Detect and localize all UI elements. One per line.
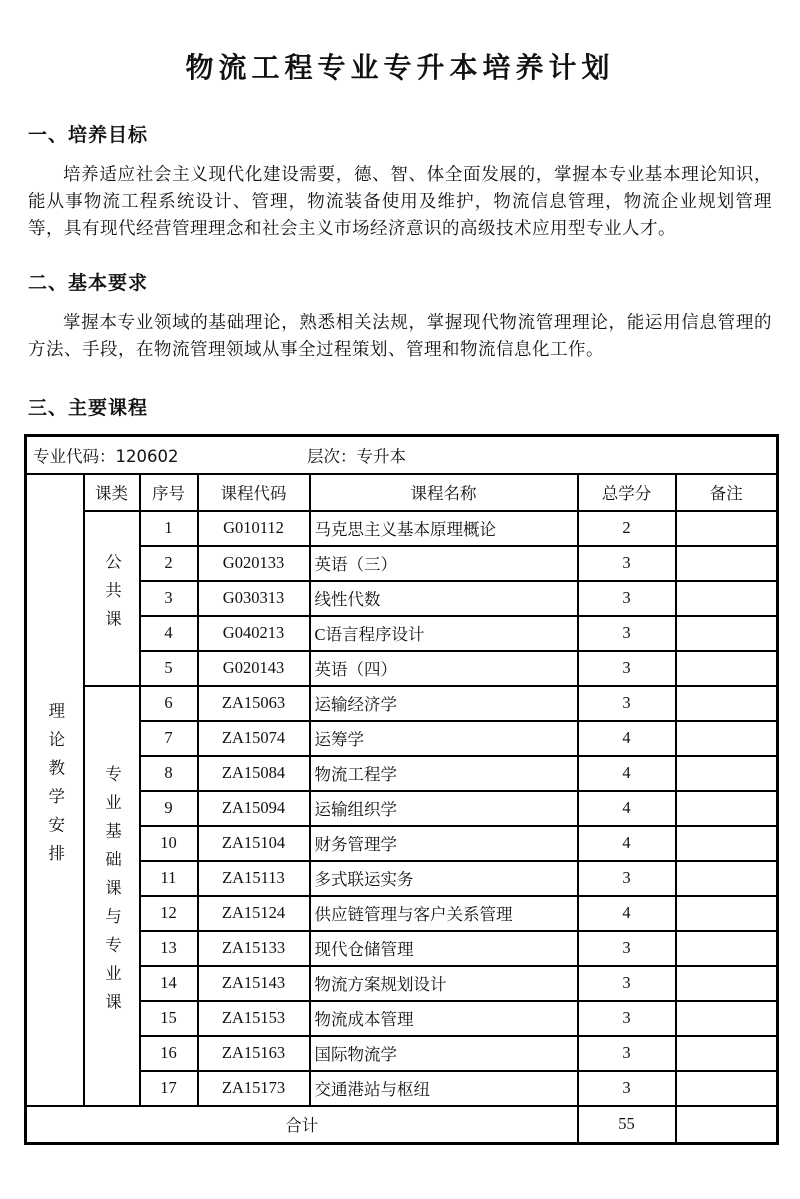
course-no: 4	[140, 616, 198, 651]
course-code: G020143	[198, 651, 310, 686]
course-name: 线性代数	[310, 581, 578, 616]
table-row	[26, 686, 778, 721]
course-name: 现代仓储管理	[310, 931, 578, 966]
course-code: ZA15124	[198, 896, 310, 931]
course-credits: 4	[578, 791, 676, 826]
course-name: 运输经济学	[310, 686, 578, 721]
course-credits: 3	[578, 686, 676, 721]
page-title: 物流工程专业专升本培养计划	[185, 51, 615, 84]
course-table	[24, 434, 779, 1145]
course-no: 11	[140, 861, 198, 896]
course-remark	[676, 511, 778, 546]
course-remark	[676, 1071, 778, 1106]
course-no: 14	[140, 966, 198, 1001]
course-no: 13	[140, 931, 198, 966]
course-code: ZA15153	[198, 1001, 310, 1036]
course-code: ZA15084	[198, 756, 310, 791]
course-no: 16	[140, 1036, 198, 1071]
course-remark	[676, 651, 778, 686]
table-header-row	[26, 474, 778, 511]
level-label: 层次：专升本	[307, 446, 406, 466]
course-remark	[676, 721, 778, 756]
course-credits: 3	[578, 931, 676, 966]
course-no: 17	[140, 1071, 198, 1106]
table-meta-cell	[26, 436, 778, 474]
course-name: 英语（四）	[310, 651, 578, 686]
table-meta-row	[26, 436, 778, 474]
side-label: 理论教学安排	[45, 701, 65, 873]
course-credits: 3	[578, 616, 676, 651]
course-credits: 3	[578, 1071, 676, 1106]
course-name: 物流成本管理	[310, 1001, 578, 1036]
course-credits: 3	[578, 546, 676, 581]
course-code: ZA15063	[198, 686, 310, 721]
course-remark	[676, 1001, 778, 1036]
course-code: ZA15104	[198, 826, 310, 861]
col-header-category: 课类	[84, 474, 140, 511]
section-body-requirements: 掌握本专业领域的基础理论，熟悉相关法规，掌握现代物流管理理论，能运用信息管理的方法、手段，在物流管理领域从事全过程策划、管理和物流信息化工作。	[28, 312, 772, 359]
course-code: ZA15163	[198, 1036, 310, 1071]
col-header-remark: 备注	[676, 474, 778, 511]
total-credits: 55	[578, 1106, 676, 1144]
course-no: 5	[140, 651, 198, 686]
course-name: 财务管理学	[310, 826, 578, 861]
course-remark	[676, 791, 778, 826]
course-no: 6	[140, 686, 198, 721]
total-label: 合计	[26, 1106, 578, 1144]
course-code: G020133	[198, 546, 310, 581]
col-header-name: 课程名称	[310, 474, 578, 511]
course-code: G030313	[198, 581, 310, 616]
course-credits: 3	[578, 651, 676, 686]
course-name: 运筹学	[310, 721, 578, 756]
table-total-row	[26, 1106, 778, 1144]
course-name: 物流工程学	[310, 756, 578, 791]
course-name: 多式联运实务	[310, 861, 578, 896]
course-code: G010112	[198, 511, 310, 546]
course-credits: 4	[578, 826, 676, 861]
course-no: 15	[140, 1001, 198, 1036]
course-remark	[676, 546, 778, 581]
course-no: 7	[140, 721, 198, 756]
course-remark	[676, 896, 778, 931]
course-name: 英语（三）	[310, 546, 578, 581]
course-code: ZA15143	[198, 966, 310, 1001]
col-header-no: 序号	[140, 474, 198, 511]
course-no: 12	[140, 896, 198, 931]
course-code: ZA15094	[198, 791, 310, 826]
course-credits: 3	[578, 1036, 676, 1071]
course-remark	[676, 1036, 778, 1071]
course-credits: 4	[578, 896, 676, 931]
course-code: G040213	[198, 616, 310, 651]
course-credits: 4	[578, 756, 676, 791]
course-name: 物流方案规划设计	[310, 966, 578, 1001]
section-body-objectives: 培养适应社会主义现代化建设需要，德、智、体全面发展的，掌握本专业基本理论知识，能从事物流工程系统设计、管理，物流装备使用及维护，物流信息管理，物流企业规划管理等，具有现代经营管理理念和社会主义市场经济意识的高级技术应用型专业人才。	[28, 164, 772, 238]
course-credits: 3	[578, 966, 676, 1001]
course-name: 国际物流学	[310, 1036, 578, 1071]
course-no: 1	[140, 511, 198, 546]
course-no: 2	[140, 546, 198, 581]
course-no: 8	[140, 756, 198, 791]
spacer	[24, 383, 776, 393]
course-name: 马克思主义基本原理概论	[310, 511, 578, 546]
group-label-cell-public	[84, 511, 140, 686]
table-row	[26, 511, 778, 546]
group-label-public: 公共课	[102, 552, 122, 639]
course-remark	[676, 581, 778, 616]
course-code: ZA15113	[198, 861, 310, 896]
course-remark	[676, 861, 778, 896]
course-credits: 4	[578, 721, 676, 756]
course-remark	[676, 616, 778, 651]
course-remark	[676, 686, 778, 721]
course-name: 运输组织学	[310, 791, 578, 826]
course-no: 9	[140, 791, 198, 826]
course-credits: 3	[578, 1001, 676, 1036]
course-remark	[676, 966, 778, 1001]
course-name: C语言程序设计	[310, 616, 578, 651]
section-heading-objectives: 一、培养目标	[28, 125, 149, 146]
course-remark	[676, 931, 778, 966]
course-remark	[676, 756, 778, 791]
col-header-credits: 总学分	[578, 474, 676, 511]
course-name: 交通港站与枢纽	[310, 1071, 578, 1106]
course-credits: 3	[578, 861, 676, 896]
course-code: ZA15074	[198, 721, 310, 756]
major-code: 专业代码：120602	[33, 446, 179, 466]
course-no: 3	[140, 581, 198, 616]
course-name: 供应链管理与客户关系管理	[310, 896, 578, 931]
course-no: 10	[140, 826, 198, 861]
course-credits: 2	[578, 511, 676, 546]
course-code: ZA15133	[198, 931, 310, 966]
section-heading-courses: 三、主要课程	[28, 398, 149, 419]
side-label-cell	[26, 474, 84, 1106]
section-heading-requirements: 二、基本要求	[28, 273, 149, 294]
course-remark	[676, 826, 778, 861]
group-label-cell-major	[84, 686, 140, 1106]
course-code: ZA15173	[198, 1071, 310, 1106]
group-label-major: 专业基础课与专业课	[102, 764, 122, 1022]
col-header-code: 课程代码	[198, 474, 310, 511]
total-remark	[676, 1106, 778, 1144]
course-credits: 3	[578, 581, 676, 616]
